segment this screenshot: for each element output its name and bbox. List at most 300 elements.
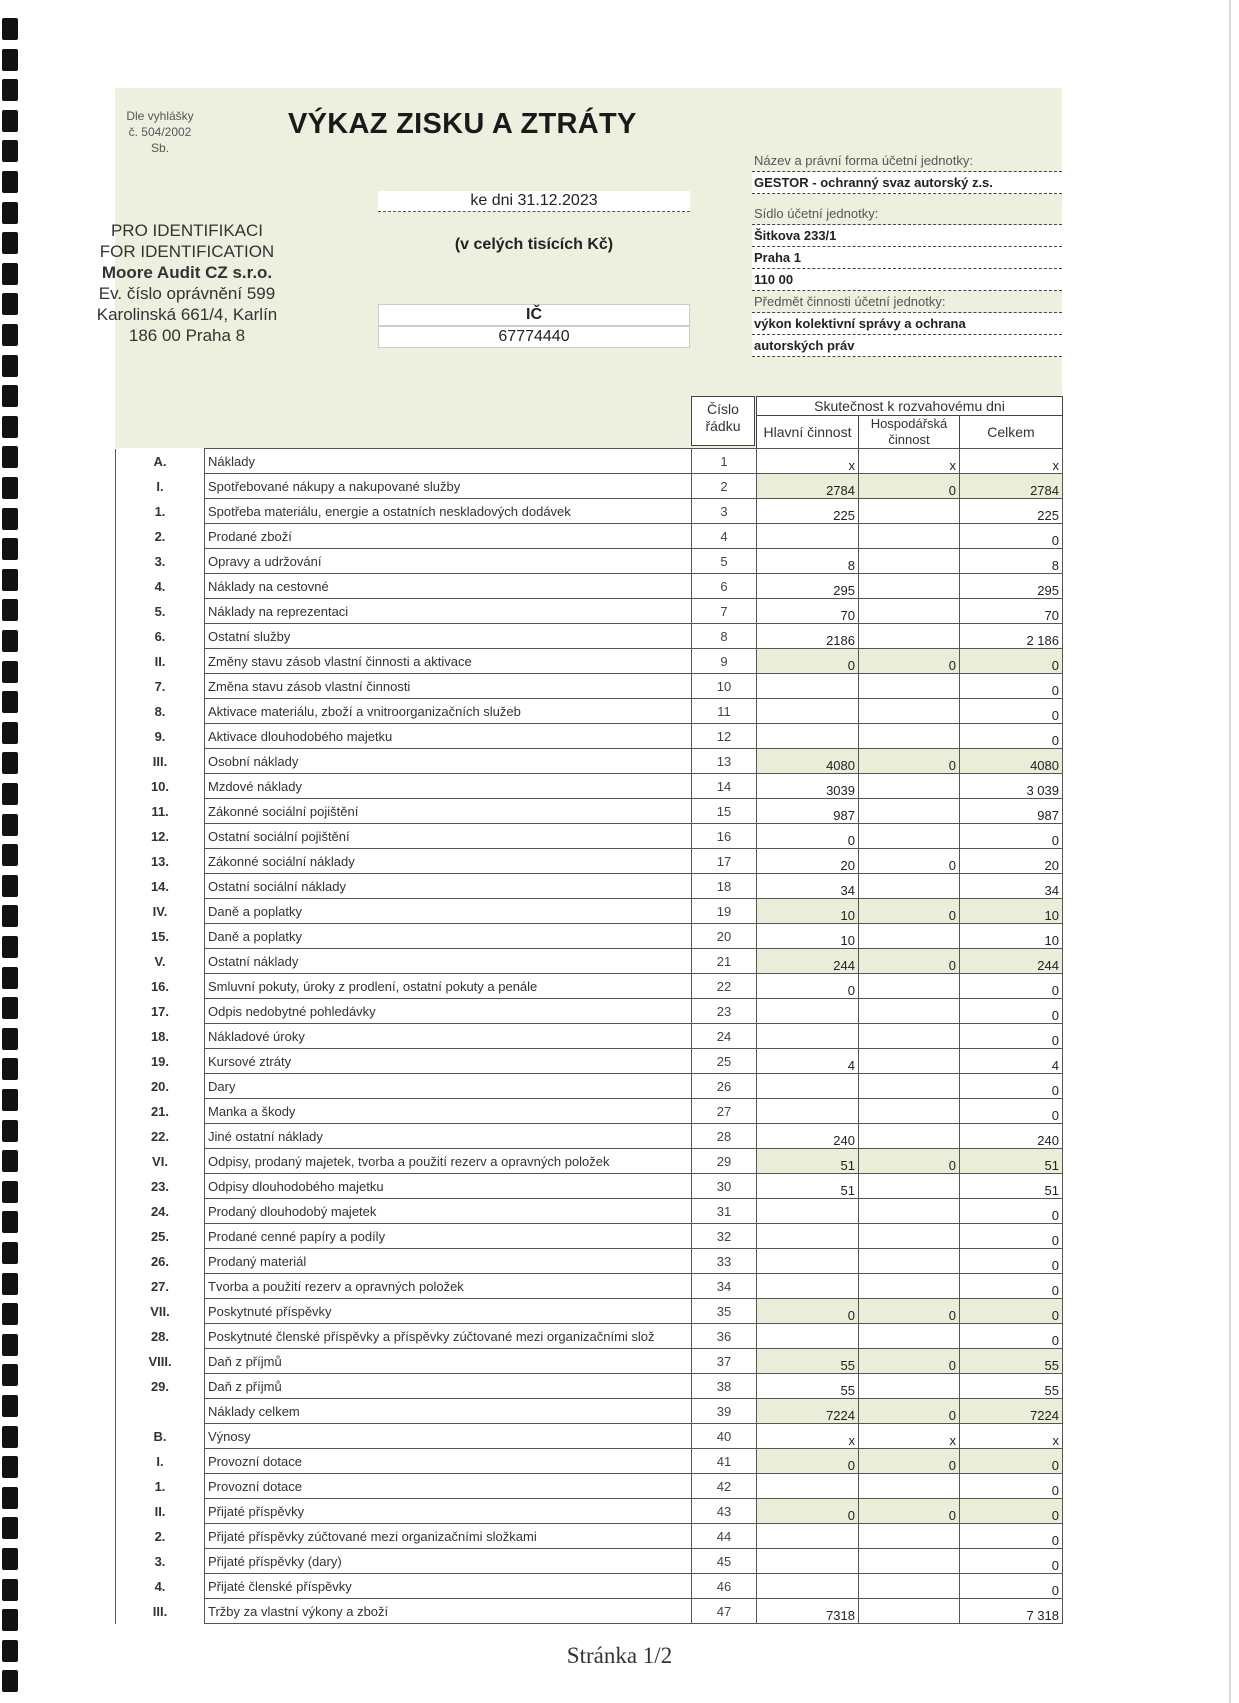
binder-hole bbox=[2, 569, 18, 591]
legal-line: Sb. bbox=[150, 141, 169, 155]
value-economic bbox=[859, 1049, 960, 1074]
binder-hole bbox=[2, 1334, 18, 1356]
row-label: Ostatní sociální pojištění bbox=[205, 824, 692, 849]
value-total: 2 186 bbox=[960, 624, 1063, 649]
row-mark: V. bbox=[116, 949, 205, 974]
row-label: Opravy a udržování bbox=[205, 549, 692, 574]
row-mark: 14. bbox=[116, 874, 205, 899]
binder-hole bbox=[2, 1426, 18, 1448]
value-main bbox=[757, 1249, 859, 1274]
row-number: 12 bbox=[692, 724, 757, 749]
value-main: 0 bbox=[757, 824, 859, 849]
row-label: Daně a poplatky bbox=[205, 924, 692, 949]
value-economic bbox=[859, 599, 960, 624]
row-number: 31 bbox=[692, 1199, 757, 1224]
value-economic: 0 bbox=[859, 1399, 960, 1424]
row-label: Zákonné sociální náklady bbox=[205, 849, 692, 874]
value-economic bbox=[859, 1249, 960, 1274]
row-mark: 2. bbox=[116, 1524, 205, 1549]
row-mark: 24. bbox=[116, 1199, 205, 1224]
value-economic: 0 bbox=[859, 474, 960, 499]
value-economic bbox=[859, 774, 960, 799]
row-label: Ostatní služby bbox=[205, 624, 692, 649]
row-mark: 5. bbox=[116, 599, 205, 624]
row-mark: 1. bbox=[116, 1474, 205, 1499]
value-economic bbox=[859, 524, 960, 549]
value-total: 0 bbox=[960, 699, 1063, 724]
row-mark: B. bbox=[116, 1424, 205, 1449]
value-economic bbox=[859, 1324, 960, 1349]
value-economic bbox=[859, 1524, 960, 1549]
binder-hole bbox=[2, 1028, 18, 1050]
value-main bbox=[757, 999, 859, 1024]
reporting-date: ke dni 31.12.2023 bbox=[378, 191, 690, 212]
table-row bbox=[116, 1399, 1063, 1424]
row-number: 19 bbox=[692, 899, 757, 924]
value-total: 0 bbox=[960, 1574, 1063, 1599]
stamp-line: Moore Audit CZ s.r.o. bbox=[101, 263, 273, 282]
entity-seat-city: Praha 1 bbox=[752, 247, 1062, 269]
table-row bbox=[116, 1199, 1063, 1224]
value-total: 20 bbox=[960, 849, 1063, 874]
value-economic bbox=[859, 499, 960, 524]
table-row bbox=[116, 1099, 1063, 1124]
binder-hole bbox=[2, 79, 18, 101]
binder-hole bbox=[2, 661, 18, 683]
table-row bbox=[116, 1474, 1063, 1499]
row-mark: 3. bbox=[116, 549, 205, 574]
value-total: 7 318 bbox=[960, 1599, 1063, 1624]
table-row bbox=[116, 674, 1063, 699]
row-number: 18 bbox=[692, 874, 757, 899]
table-row bbox=[116, 499, 1063, 524]
row-number: 9 bbox=[692, 649, 757, 674]
binder-hole bbox=[2, 18, 18, 40]
value-total: 295 bbox=[960, 574, 1063, 599]
value-economic bbox=[859, 1599, 960, 1624]
row-label: Náklady na reprezentaci bbox=[205, 599, 692, 624]
auditor-stamp bbox=[82, 220, 292, 346]
table-row bbox=[116, 774, 1063, 799]
row-number: 26 bbox=[692, 1074, 757, 1099]
row-number: 11 bbox=[692, 699, 757, 724]
row-number: 15 bbox=[692, 799, 757, 824]
row-mark: 4. bbox=[116, 574, 205, 599]
value-total: 0 bbox=[960, 1449, 1063, 1474]
table-row bbox=[116, 1124, 1063, 1149]
value-economic: 0 bbox=[859, 1149, 960, 1174]
row-label: Manka a škody bbox=[205, 1099, 692, 1124]
row-mark: 25. bbox=[116, 1224, 205, 1249]
page-title: VÝKAZ ZISKU A ZTRÁTY bbox=[288, 108, 637, 140]
binder-hole bbox=[2, 783, 18, 805]
table-row bbox=[116, 574, 1063, 599]
value-total: 0 bbox=[960, 1224, 1063, 1249]
value-economic: 0 bbox=[859, 1349, 960, 1374]
table-row bbox=[116, 1224, 1063, 1249]
row-mark: 13. bbox=[116, 849, 205, 874]
value-total: 4 bbox=[960, 1049, 1063, 1074]
value-total: 0 bbox=[960, 1249, 1063, 1274]
table-row bbox=[116, 1449, 1063, 1474]
table-row bbox=[116, 749, 1063, 774]
row-label: Náklady bbox=[205, 449, 692, 474]
value-total: 0 bbox=[960, 1074, 1063, 1099]
row-number: 16 bbox=[692, 824, 757, 849]
binder-hole bbox=[2, 1548, 18, 1570]
value-main bbox=[757, 1099, 859, 1124]
binder-hole bbox=[2, 936, 18, 958]
table-row bbox=[116, 974, 1063, 999]
row-number: 14 bbox=[692, 774, 757, 799]
value-economic: 0 bbox=[859, 899, 960, 924]
table-row bbox=[116, 649, 1063, 674]
value-total: 240 bbox=[960, 1124, 1063, 1149]
stamp-line: 186 00 Praha 8 bbox=[128, 326, 246, 345]
entity-seat-zip: 110 00 bbox=[752, 269, 1062, 291]
stamp-line: FOR IDENTIFICATION bbox=[99, 242, 275, 261]
value-main bbox=[757, 1474, 859, 1499]
stamp-line: Ev. číslo oprávnění 599 bbox=[98, 284, 276, 303]
value-economic bbox=[859, 999, 960, 1024]
value-economic bbox=[859, 1374, 960, 1399]
table-row bbox=[116, 1374, 1063, 1399]
row-label: Smluvní pokuty, úroky z prodlení, ostatní pokuty a penále bbox=[205, 974, 692, 999]
row-mark: 2. bbox=[116, 524, 205, 549]
binder-hole bbox=[2, 844, 18, 866]
row-label: Odpis nedobytné pohledávky bbox=[205, 999, 692, 1024]
value-total: 51 bbox=[960, 1174, 1063, 1199]
binder-hole bbox=[2, 508, 18, 530]
header-row-no bbox=[691, 396, 755, 446]
value-total: 0 bbox=[960, 649, 1063, 674]
stamp-line: PRO IDENTIFIKACI bbox=[110, 221, 264, 240]
row-mark: 21. bbox=[116, 1099, 205, 1124]
value-main: 240 bbox=[757, 1124, 859, 1149]
value-economic bbox=[859, 824, 960, 849]
value-economic: 0 bbox=[859, 849, 960, 874]
row-label: Jiné ostatní náklady bbox=[205, 1124, 692, 1149]
value-economic: 0 bbox=[859, 949, 960, 974]
value-total: 0 bbox=[960, 1324, 1063, 1349]
value-main: 4080 bbox=[757, 749, 859, 774]
row-mark: 19. bbox=[116, 1049, 205, 1074]
row-label: Změna stavu zásob vlastní činnosti bbox=[205, 674, 692, 699]
row-label: Změny stavu zásob vlastní činnosti a aktivace bbox=[205, 649, 692, 674]
row-label: Náklady celkem bbox=[205, 1399, 692, 1424]
value-main: 0 bbox=[757, 1449, 859, 1474]
row-label: Tržby za vlastní výkony a zboží bbox=[205, 1599, 692, 1624]
row-number: 5 bbox=[692, 549, 757, 574]
binder-hole bbox=[2, 875, 18, 897]
value-total: 0 bbox=[960, 1274, 1063, 1299]
value-economic bbox=[859, 874, 960, 899]
table-row bbox=[116, 1499, 1063, 1524]
value-total: 0 bbox=[960, 1199, 1063, 1224]
table-row bbox=[116, 474, 1063, 499]
row-number: 22 bbox=[692, 974, 757, 999]
value-main: 55 bbox=[757, 1374, 859, 1399]
row-number: 25 bbox=[692, 1049, 757, 1074]
table-row bbox=[116, 1149, 1063, 1174]
value-economic bbox=[859, 799, 960, 824]
value-main bbox=[757, 1199, 859, 1224]
value-main bbox=[757, 1224, 859, 1249]
binder-hole bbox=[2, 1303, 18, 1325]
row-mark: 12. bbox=[116, 824, 205, 849]
table-row bbox=[116, 724, 1063, 749]
value-total: 0 bbox=[960, 1499, 1063, 1524]
binder-hole bbox=[2, 630, 18, 652]
binder-hole bbox=[2, 1670, 18, 1692]
entity-activity-line2: autorských práv bbox=[752, 335, 1062, 357]
row-number: 36 bbox=[692, 1324, 757, 1349]
value-economic bbox=[859, 1549, 960, 1574]
row-mark: 11. bbox=[116, 799, 205, 824]
value-economic bbox=[859, 924, 960, 949]
value-main: 10 bbox=[757, 924, 859, 949]
row-label: Nákladové úroky bbox=[205, 1024, 692, 1049]
row-label: Prodané zboží bbox=[205, 524, 692, 549]
table-row bbox=[116, 1249, 1063, 1274]
row-mark: VIII. bbox=[116, 1349, 205, 1374]
value-main bbox=[757, 674, 859, 699]
legal-line: Dle vyhlášky bbox=[126, 109, 194, 123]
value-total: 55 bbox=[960, 1374, 1063, 1399]
row-number: 39 bbox=[692, 1399, 757, 1424]
value-economic bbox=[859, 574, 960, 599]
value-total: 225 bbox=[960, 499, 1063, 524]
value-economic bbox=[859, 1574, 960, 1599]
header-main: Hlavní činnost bbox=[756, 415, 859, 449]
value-main bbox=[757, 699, 859, 724]
row-number: 45 bbox=[692, 1549, 757, 1574]
row-label: Provozní dotace bbox=[205, 1474, 692, 1499]
binder-hole bbox=[2, 416, 18, 438]
row-number: 21 bbox=[692, 949, 757, 974]
binder-hole bbox=[2, 202, 18, 224]
value-main: 0 bbox=[757, 649, 859, 674]
value-main bbox=[757, 1024, 859, 1049]
value-main: 70 bbox=[757, 599, 859, 624]
row-number: 24 bbox=[692, 1024, 757, 1049]
value-main: 51 bbox=[757, 1174, 859, 1199]
value-economic: 0 bbox=[859, 1299, 960, 1324]
row-label: Prodané cenné papíry a podíly bbox=[205, 1224, 692, 1249]
value-economic bbox=[859, 624, 960, 649]
value-economic: 0 bbox=[859, 749, 960, 774]
value-economic bbox=[859, 1024, 960, 1049]
row-mark: 8. bbox=[116, 699, 205, 724]
value-total: 0 bbox=[960, 1524, 1063, 1549]
row-label: Odpisy dlouhodobého majetku bbox=[205, 1174, 692, 1199]
row-number: 10 bbox=[692, 674, 757, 699]
binder-hole bbox=[2, 967, 18, 989]
table-row bbox=[116, 1349, 1063, 1374]
value-total: 0 bbox=[960, 524, 1063, 549]
row-mark: 20. bbox=[116, 1074, 205, 1099]
row-label: Kursové ztráty bbox=[205, 1049, 692, 1074]
value-economic: 0 bbox=[859, 649, 960, 674]
row-mark: 15. bbox=[116, 924, 205, 949]
value-total: 0 bbox=[960, 1024, 1063, 1049]
row-number: 43 bbox=[692, 1499, 757, 1524]
value-economic bbox=[859, 1474, 960, 1499]
row-label: Aktivace dlouhodobého majetku bbox=[205, 724, 692, 749]
value-main: 7224 bbox=[757, 1399, 859, 1424]
row-number: 32 bbox=[692, 1224, 757, 1249]
table-row bbox=[116, 1599, 1063, 1624]
row-number: 35 bbox=[692, 1299, 757, 1324]
table-row bbox=[116, 949, 1063, 974]
binder-hole bbox=[2, 232, 18, 254]
table-row bbox=[116, 1274, 1063, 1299]
table-row bbox=[116, 449, 1063, 474]
value-total: 0 bbox=[960, 724, 1063, 749]
value-economic bbox=[859, 724, 960, 749]
table-row bbox=[116, 874, 1063, 899]
ic-value: 67774440 bbox=[378, 326, 690, 348]
value-economic bbox=[859, 1174, 960, 1199]
table-row bbox=[116, 599, 1063, 624]
row-number: 46 bbox=[692, 1574, 757, 1599]
binder-hole bbox=[2, 1120, 18, 1142]
binder-hole bbox=[2, 997, 18, 1019]
header-group: Skutečnost k rozvahovému dni bbox=[756, 396, 1063, 416]
value-main bbox=[757, 1524, 859, 1549]
value-economic bbox=[859, 1124, 960, 1149]
value-total: 34 bbox=[960, 874, 1063, 899]
value-economic bbox=[859, 549, 960, 574]
row-label: Přijaté příspěvky zúčtované mezi organizačními složkami bbox=[205, 1524, 692, 1549]
binder-hole bbox=[2, 1364, 18, 1386]
binder-hole bbox=[2, 110, 18, 132]
binder-hole bbox=[2, 691, 18, 713]
row-number: 37 bbox=[692, 1349, 757, 1374]
value-main: 987 bbox=[757, 799, 859, 824]
row-number: 17 bbox=[692, 849, 757, 874]
row-mark: I. bbox=[116, 474, 205, 499]
table-row bbox=[116, 824, 1063, 849]
row-mark: 6. bbox=[116, 624, 205, 649]
value-main: 20 bbox=[757, 849, 859, 874]
row-number: 7 bbox=[692, 599, 757, 624]
value-main bbox=[757, 1074, 859, 1099]
row-label: Ostatní sociální náklady bbox=[205, 874, 692, 899]
value-economic bbox=[859, 699, 960, 724]
row-mark: 4. bbox=[116, 1574, 205, 1599]
row-mark: II. bbox=[116, 1499, 205, 1524]
value-total: 51 bbox=[960, 1149, 1063, 1174]
row-mark: VI. bbox=[116, 1149, 205, 1174]
row-number: 40 bbox=[692, 1424, 757, 1449]
value-economic bbox=[859, 974, 960, 999]
binder-hole bbox=[2, 385, 18, 407]
row-mark: I. bbox=[116, 1449, 205, 1474]
row-label: Tvorba a použití rezerv a opravných položek bbox=[205, 1274, 692, 1299]
entity-info bbox=[752, 150, 1062, 357]
value-total: 3 039 bbox=[960, 774, 1063, 799]
binder-hole bbox=[2, 1395, 18, 1417]
value-total: x bbox=[960, 449, 1063, 474]
value-total: 7224 bbox=[960, 1399, 1063, 1424]
entity-activity-line1: výkon kolektivní správy a ochrana bbox=[752, 313, 1062, 335]
table-row bbox=[116, 1324, 1063, 1349]
binder-hole bbox=[2, 1273, 18, 1295]
row-number: 23 bbox=[692, 999, 757, 1024]
row-mark: 3. bbox=[116, 1549, 205, 1574]
value-total: 0 bbox=[960, 674, 1063, 699]
value-total: 0 bbox=[960, 974, 1063, 999]
table-row bbox=[116, 1574, 1063, 1599]
row-number: 8 bbox=[692, 624, 757, 649]
table-row bbox=[116, 799, 1063, 824]
ic-label: IČ bbox=[378, 304, 690, 326]
row-mark: VII. bbox=[116, 1299, 205, 1324]
row-mark: 7. bbox=[116, 674, 205, 699]
value-main: 2186 bbox=[757, 624, 859, 649]
binder-hole bbox=[2, 1089, 18, 1111]
table-row bbox=[116, 1299, 1063, 1324]
value-main: 0 bbox=[757, 974, 859, 999]
binder-hole bbox=[2, 1609, 18, 1631]
value-economic bbox=[859, 674, 960, 699]
row-number: 2 bbox=[692, 474, 757, 499]
row-number: 30 bbox=[692, 1174, 757, 1199]
binder-hole bbox=[2, 477, 18, 499]
row-mark: 18. bbox=[116, 1024, 205, 1049]
value-main bbox=[757, 524, 859, 549]
row-mark: 29. bbox=[116, 1374, 205, 1399]
value-total: 0 bbox=[960, 1099, 1063, 1124]
row-number: 13 bbox=[692, 749, 757, 774]
row-mark: 26. bbox=[116, 1249, 205, 1274]
value-economic: 0 bbox=[859, 1499, 960, 1524]
table-row bbox=[116, 549, 1063, 574]
row-label: Přijaté příspěvky bbox=[205, 1499, 692, 1524]
value-main: 55 bbox=[757, 1349, 859, 1374]
value-total: 2784 bbox=[960, 474, 1063, 499]
row-number: 28 bbox=[692, 1124, 757, 1149]
value-total: 10 bbox=[960, 899, 1063, 924]
value-main: 10 bbox=[757, 899, 859, 924]
binder-hole bbox=[2, 293, 18, 315]
value-total: 0 bbox=[960, 824, 1063, 849]
header-economic bbox=[858, 415, 960, 449]
entity-name-label: Název a právní forma účetní jednotky: bbox=[752, 150, 1062, 172]
row-label: Odpisy, prodaný majetek, tvorba a použití rezerv a opravných položek bbox=[205, 1149, 692, 1174]
binder-hole bbox=[2, 171, 18, 193]
value-economic bbox=[859, 1199, 960, 1224]
header-total: Celkem bbox=[959, 415, 1063, 449]
table-row bbox=[116, 524, 1063, 549]
row-label: Daň z příjmů bbox=[205, 1349, 692, 1374]
row-mark: 9. bbox=[116, 724, 205, 749]
row-label: Poskytnuté příspěvky bbox=[205, 1299, 692, 1324]
binder-hole bbox=[2, 1487, 18, 1509]
binder-hole bbox=[2, 1058, 18, 1080]
row-label: Přijaté příspěvky (dary) bbox=[205, 1549, 692, 1574]
row-mark: 28. bbox=[116, 1324, 205, 1349]
value-main: 0 bbox=[757, 1299, 859, 1324]
binder-hole bbox=[2, 1211, 18, 1233]
row-mark: 10. bbox=[116, 774, 205, 799]
value-main bbox=[757, 1274, 859, 1299]
row-number: 27 bbox=[692, 1099, 757, 1124]
value-total: 0 bbox=[960, 1474, 1063, 1499]
row-label: Prodaný materiál bbox=[205, 1249, 692, 1274]
row-label: Spotřeba materiálu, energie a ostatních neskladových dodávek bbox=[205, 499, 692, 524]
